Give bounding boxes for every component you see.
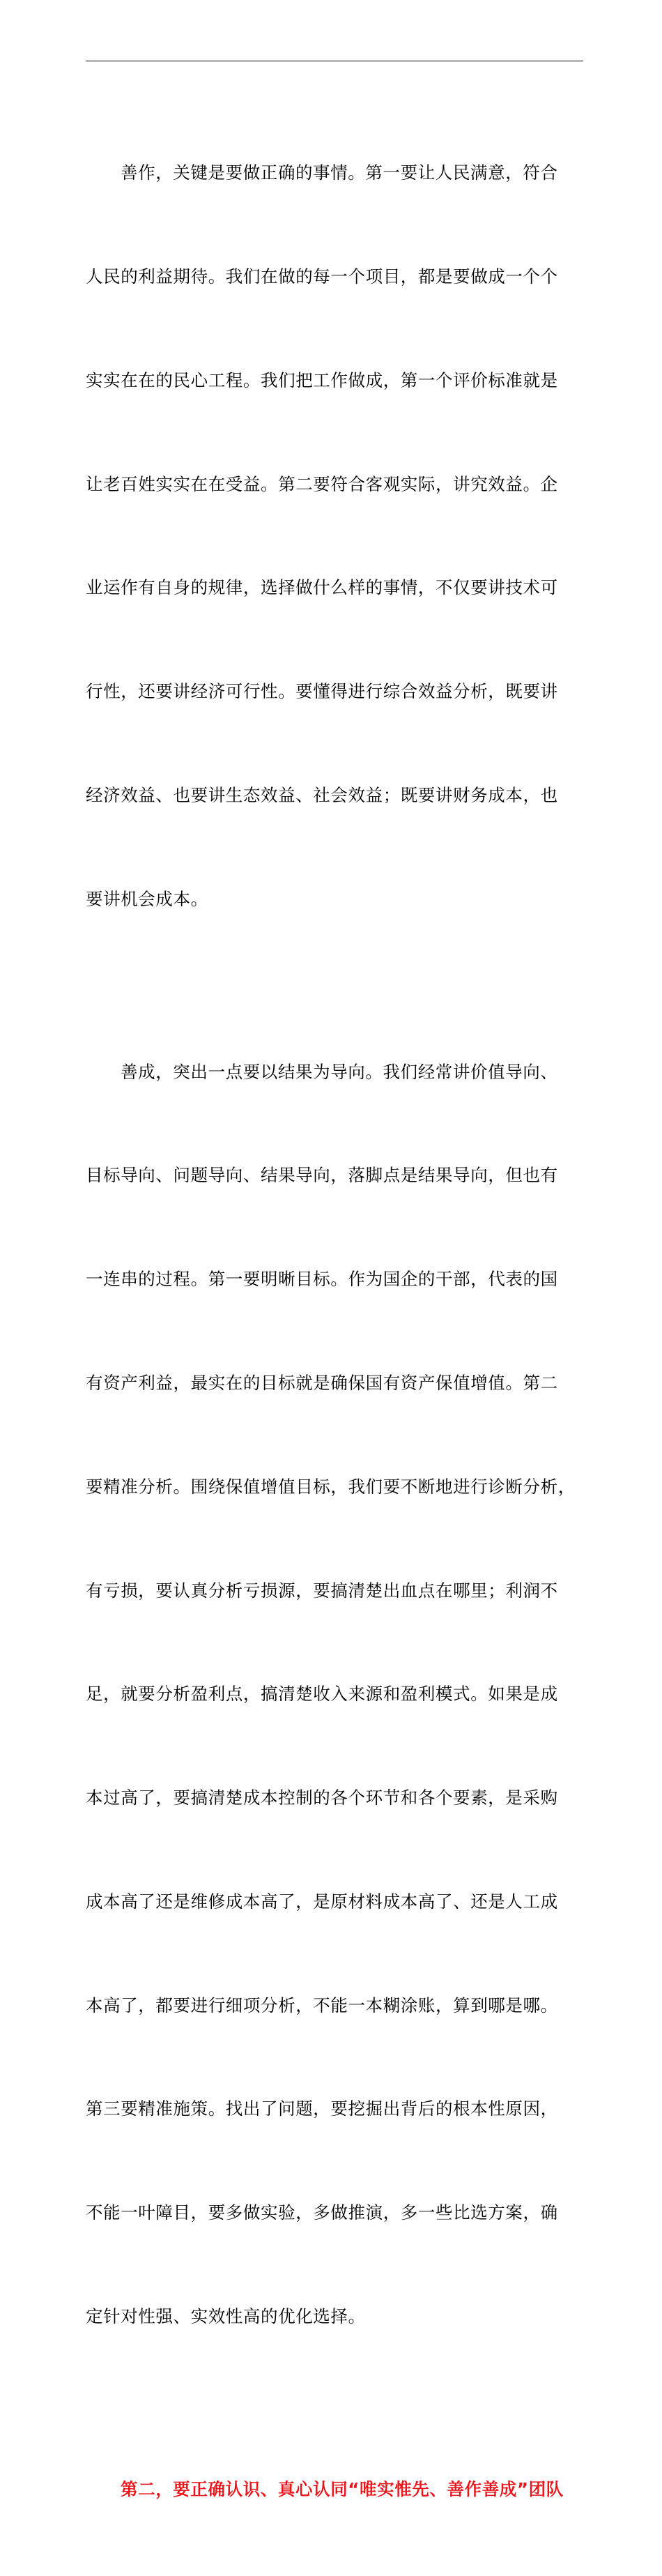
text-line: 成本高了还是维修成本高了，是原材料成本高了、还是人工成 <box>86 1891 558 1912</box>
paragraph-shancheng <box>86 985 587 2402</box>
text-line: 有亏损，要认真分析亏损源，要搞清楚出血点在哪里；利润不 <box>86 1580 558 1601</box>
heading-text: 第二，要正确认识、真心认同“唯实惟先、善作善成”团队 <box>121 2478 564 2499</box>
text-line: 行性，还要讲经济可行性。要懂得进行综合效益分析，既要讲 <box>86 681 558 702</box>
paragraph-shanzuo <box>86 86 587 985</box>
text-line: 一连串的过程。第一要明晰目标。作为国企的干部，代表的国 <box>86 1269 558 1290</box>
section-heading <box>86 2403 587 2576</box>
text-line: 本高了，都要进行细项分析，不能一本糊涂账，算到哪是哪。 <box>86 1995 558 2015</box>
text-line: 第三要精准施策。找出了问题，要挖掘出背后的根本性原因， <box>86 2098 558 2119</box>
text-line: 经济效益、也要讲生态效益、社会效益；既要讲财务成本，也 <box>86 784 558 805</box>
text-line: 不能一叶障目，要多做实验，多做推演，多一些比选方案，确 <box>86 2202 558 2223</box>
text-line: 让老百姓实实在在受益。第二要符合客观实际，讲究效益。企 <box>86 473 558 494</box>
text-line: 要讲机会成本。 <box>86 888 208 909</box>
text-line: 目标导向、问题导向、结果导向，落脚点是结果导向，但也有 <box>86 1165 558 1186</box>
text-line: 要精准分析。围绕保值增值目标，我们要不断地进行诊断分析， <box>86 1476 576 1497</box>
text-line: 善成，突出一点要以结果为导向。我们经常讲价值导向、 <box>121 1061 558 1082</box>
text-line: 定针对性强、实效性高的优化选择。 <box>86 2306 366 2326</box>
text-line: 足，就要分析盈利点，搞清楚收入来源和盈利模式。如果是成 <box>86 1684 558 1705</box>
text-line: 业运作有自身的规律，选择做什么样的事情，不仅要讲技术可 <box>86 577 558 598</box>
text-line: 实实在在的民心工程。我们把工作做成，第一个评价标准就是 <box>86 369 558 390</box>
text-line: 本过高了，要搞清楚成本控制的各个环节和各个要素，是采购 <box>86 1788 558 1808</box>
text-line: 人民的利益期待。我们在做的每一个项目，都是要做成一个个 <box>86 266 558 287</box>
text-line: 善作，关键是要做正确的事情。第一要让人民满意，符合 <box>121 162 558 183</box>
document-body <box>86 86 587 2576</box>
text-line: 有资产利益，最实在的目标就是确保国有资产保值增值。第二 <box>86 1372 558 1393</box>
